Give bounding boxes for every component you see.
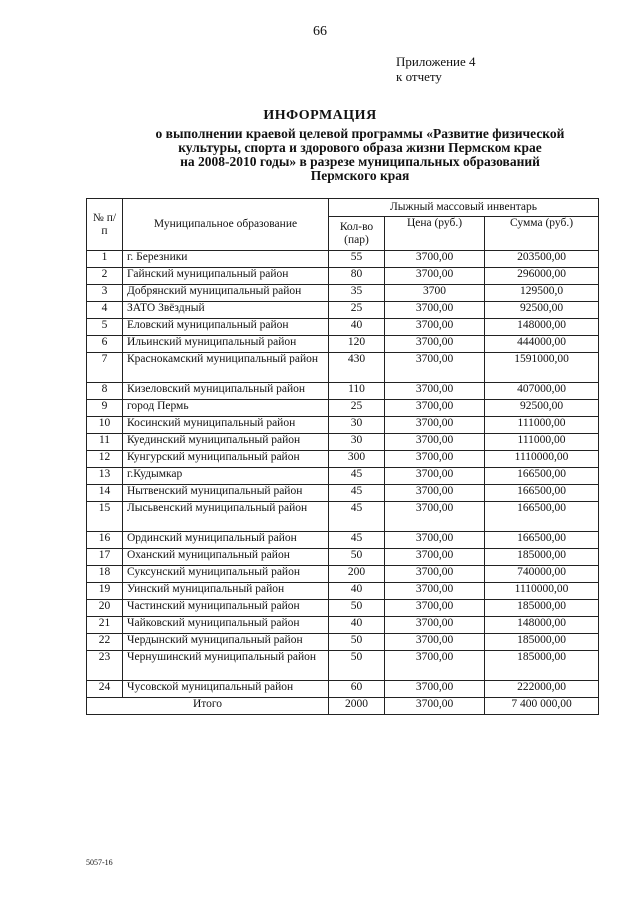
row-qty: 45	[329, 468, 385, 485]
row-sum: 92500,00	[485, 302, 599, 319]
row-sum: 740000,00	[485, 566, 599, 583]
row-price: 3700,00	[385, 681, 485, 698]
document-title: ИНФОРМАЦИЯ	[263, 108, 377, 123]
table-header	[87, 199, 599, 251]
row-price: 3700,00	[385, 583, 485, 600]
row-qty: 80	[329, 268, 385, 285]
row-sum: 203500,00	[485, 251, 599, 268]
subtitle-line: на 2008-2010 годы» в разрезе муниципальных образований	[180, 154, 540, 169]
row-num: 18	[87, 566, 123, 583]
row-num: 17	[87, 549, 123, 566]
row-price: 3700,00	[385, 549, 485, 566]
table-row	[87, 549, 599, 566]
table-row	[87, 681, 599, 698]
row-price: 3700,00	[385, 651, 485, 681]
row-price: 3700,00	[385, 485, 485, 502]
row-name: Лысьвенский муниципальный район	[123, 502, 329, 532]
row-num: 9	[87, 400, 123, 417]
row-name: Нытвенский муниципальный район	[123, 485, 329, 502]
row-name: Частинский муниципальный район	[123, 600, 329, 617]
row-num: 21	[87, 617, 123, 634]
row-sum: 1591000,00	[485, 353, 599, 383]
total-qty: 2000	[329, 698, 385, 715]
row-name: Чердынский муниципальный район	[123, 634, 329, 651]
row-name: Краснокамский муниципальный район	[123, 353, 329, 383]
row-price: 3700	[385, 285, 485, 302]
row-name: г.Кудымкар	[123, 468, 329, 485]
row-sum: 444000,00	[485, 336, 599, 353]
row-qty: 50	[329, 634, 385, 651]
row-price: 3700,00	[385, 400, 485, 417]
row-sum: 92500,00	[485, 400, 599, 417]
row-num: 11	[87, 434, 123, 451]
table-row	[87, 617, 599, 634]
row-sum: 166500,00	[485, 485, 599, 502]
row-name: Суксунский муниципальный район	[123, 566, 329, 583]
header-group: Лыжный массовый инвентарь	[329, 199, 599, 217]
row-qty: 50	[329, 651, 385, 681]
subtitle-line: о выполнении краевой целевой программы «Развитие физической	[155, 126, 565, 141]
table-row	[87, 566, 599, 583]
row-name: Ильинский муниципальный район	[123, 336, 329, 353]
total-sum: 7 400 000,00	[485, 698, 599, 715]
row-name: Оханский муниципальный район	[123, 549, 329, 566]
header-sum: Сумма (руб.)	[485, 217, 599, 251]
row-qty: 60	[329, 681, 385, 698]
row-num: 15	[87, 502, 123, 532]
row-num: 20	[87, 600, 123, 617]
row-qty: 30	[329, 417, 385, 434]
row-name: Чайковский муниципальный район	[123, 617, 329, 634]
row-num: 12	[87, 451, 123, 468]
row-num: 7	[87, 353, 123, 383]
row-price: 3700,00	[385, 336, 485, 353]
row-sum: 185000,00	[485, 651, 599, 681]
table-row	[87, 451, 599, 468]
table-row	[87, 468, 599, 485]
row-name: Кизеловский муниципальный район	[123, 383, 329, 400]
row-sum: 148000,00	[485, 617, 599, 634]
table-row	[87, 400, 599, 417]
table-row	[87, 485, 599, 502]
row-name: Косинский муниципальный район	[123, 417, 329, 434]
row-name: Гайнский муниципальный район	[123, 268, 329, 285]
table-row	[87, 600, 599, 617]
row-sum: 407000,00	[485, 383, 599, 400]
row-price: 3700,00	[385, 468, 485, 485]
row-name: Кунгурский муниципальный район	[123, 451, 329, 468]
page-number: 66	[313, 24, 327, 39]
row-price: 3700,00	[385, 600, 485, 617]
row-price: 3700,00	[385, 251, 485, 268]
row-num: 1	[87, 251, 123, 268]
row-sum: 185000,00	[485, 549, 599, 566]
row-qty: 40	[329, 617, 385, 634]
row-name: ЗАТО Звёздный	[123, 302, 329, 319]
row-price: 3700,00	[385, 532, 485, 549]
row-num: 13	[87, 468, 123, 485]
row-num: 5	[87, 319, 123, 336]
row-qty: 45	[329, 485, 385, 502]
total-label: Итого	[87, 698, 329, 715]
row-num: 6	[87, 336, 123, 353]
appendix-line-1: Приложение 4	[396, 54, 476, 69]
row-sum: 166500,00	[485, 532, 599, 549]
subtitle-line: культуры, спорта и здорового образа жизни Пермском крае	[178, 140, 542, 155]
table-row	[87, 434, 599, 451]
table-row	[87, 251, 599, 268]
table-row	[87, 302, 599, 319]
row-price: 3700,00	[385, 502, 485, 532]
header-qty: Кол-во (пар)	[329, 217, 385, 251]
row-qty: 120	[329, 336, 385, 353]
row-sum: 166500,00	[485, 502, 599, 532]
row-num: 2	[87, 268, 123, 285]
table-row	[87, 285, 599, 302]
table-row	[87, 383, 599, 400]
appendix-line-2: к отчету	[396, 69, 442, 84]
table-row	[87, 502, 599, 532]
row-num: 24	[87, 681, 123, 698]
row-num: 4	[87, 302, 123, 319]
table-row	[87, 319, 599, 336]
header-price: Цена (руб.)	[385, 217, 485, 251]
row-qty: 55	[329, 251, 385, 268]
row-price: 3700,00	[385, 634, 485, 651]
row-name: Уинский муниципальный район	[123, 583, 329, 600]
row-name: Добрянский муниципальный район	[123, 285, 329, 302]
table-row	[87, 532, 599, 549]
row-name: Еловский муниципальный район	[123, 319, 329, 336]
row-price: 3700,00	[385, 268, 485, 285]
row-qty: 35	[329, 285, 385, 302]
row-num: 14	[87, 485, 123, 502]
row-price: 3700,00	[385, 617, 485, 634]
row-sum: 129500,0	[485, 285, 599, 302]
row-price: 3700,00	[385, 383, 485, 400]
row-qty: 50	[329, 549, 385, 566]
row-price: 3700,00	[385, 319, 485, 336]
row-price: 3700,00	[385, 434, 485, 451]
row-sum: 1110000,00	[485, 583, 599, 600]
row-num: 23	[87, 651, 123, 681]
table-row	[87, 336, 599, 353]
row-qty: 110	[329, 383, 385, 400]
row-sum: 111000,00	[485, 434, 599, 451]
table-body	[87, 251, 599, 698]
row-qty: 30	[329, 434, 385, 451]
row-num: 19	[87, 583, 123, 600]
row-sum: 185000,00	[485, 634, 599, 651]
appendix-note	[396, 54, 476, 84]
row-price: 3700,00	[385, 566, 485, 583]
row-name: город Пермь	[123, 400, 329, 417]
row-sum: 148000,00	[485, 319, 599, 336]
row-qty: 50	[329, 600, 385, 617]
header-name: Муниципальное образование	[123, 199, 329, 251]
row-price: 3700,00	[385, 417, 485, 434]
row-price: 3700,00	[385, 302, 485, 319]
row-num: 3	[87, 285, 123, 302]
row-sum: 185000,00	[485, 600, 599, 617]
row-qty: 40	[329, 583, 385, 600]
row-num: 8	[87, 383, 123, 400]
table-row	[87, 268, 599, 285]
row-price: 3700,00	[385, 353, 485, 383]
row-qty: 300	[329, 451, 385, 468]
row-num: 10	[87, 417, 123, 434]
row-sum: 111000,00	[485, 417, 599, 434]
row-name: Куединский муниципальный район	[123, 434, 329, 451]
row-sum: 1110000,00	[485, 451, 599, 468]
row-num: 16	[87, 532, 123, 549]
footer-code: 5057-16	[86, 858, 113, 867]
header-num: № п/п	[87, 199, 123, 251]
row-qty: 200	[329, 566, 385, 583]
table-row	[87, 583, 599, 600]
row-sum: 222000,00	[485, 681, 599, 698]
subtitle-line: Пермского края	[310, 168, 410, 183]
row-sum: 166500,00	[485, 468, 599, 485]
table-total-row	[87, 698, 599, 715]
table-row	[87, 353, 599, 383]
row-qty: 40	[329, 319, 385, 336]
total-price: 3700,00	[385, 698, 485, 715]
document-subtitle	[120, 127, 600, 183]
row-name: г. Березники	[123, 251, 329, 268]
row-name: Чусовской муниципальный район	[123, 681, 329, 698]
row-sum: 296000,00	[485, 268, 599, 285]
row-qty: 45	[329, 532, 385, 549]
row-num: 22	[87, 634, 123, 651]
row-qty: 25	[329, 400, 385, 417]
table-row	[87, 634, 599, 651]
inventory-table	[86, 198, 599, 715]
row-name: Чернушинский муниципальный район	[123, 651, 329, 681]
row-qty: 45	[329, 502, 385, 532]
row-name: Ординский муниципальный район	[123, 532, 329, 549]
row-qty: 25	[329, 302, 385, 319]
row-qty: 430	[329, 353, 385, 383]
row-price: 3700,00	[385, 451, 485, 468]
table-row	[87, 417, 599, 434]
table-row	[87, 651, 599, 681]
